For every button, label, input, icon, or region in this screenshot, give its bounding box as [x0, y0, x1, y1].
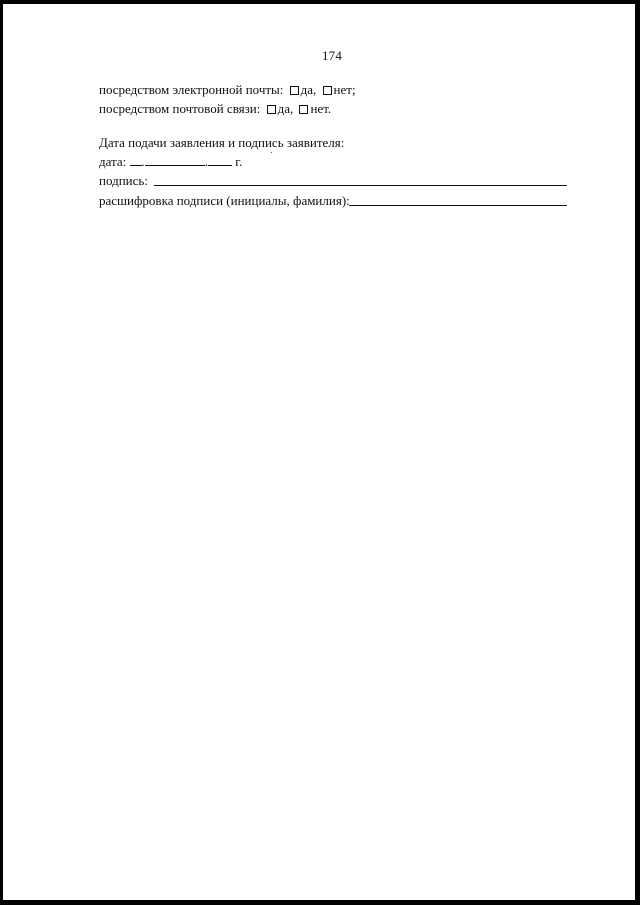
post-yes-label: да, — [277, 101, 294, 116]
email-notification-row — [99, 82, 356, 98]
year-suffix: г. — [235, 154, 243, 169]
signature-heading: Дата подачи заявления и подпись заявителя: — [99, 135, 345, 150]
post-notification-label: посредством почтовой связи: — [99, 101, 261, 116]
signature-decoding-row — [99, 193, 350, 209]
post-no-checkbox[interactable] — [299, 105, 308, 114]
post-yes-checkbox[interactable] — [267, 105, 276, 114]
date-month-field[interactable] — [145, 154, 205, 166]
email-no-checkbox[interactable] — [323, 86, 332, 95]
date-separator-2: . — [204, 154, 209, 169]
page-number: 174 — [321, 48, 343, 63]
signature-row — [99, 173, 148, 189]
signature-decoding-label: расшифровка подписи (инициалы, фамилия): — [99, 193, 350, 208]
email-yes-checkbox[interactable] — [290, 86, 299, 95]
date-day-field[interactable] — [130, 154, 142, 166]
date-label: дата: — [99, 154, 127, 169]
email-notification-label: посредством электронной почты: — [99, 82, 284, 97]
scan-speck — [271, 152, 272, 153]
date-year-field[interactable] — [208, 154, 232, 166]
date-row — [99, 154, 242, 170]
signature-field[interactable] — [154, 185, 567, 186]
signature-decoding-field[interactable] — [349, 205, 567, 206]
email-yes-label: да, — [300, 82, 317, 97]
post-notification-row — [99, 101, 331, 117]
post-no-label: нет. — [310, 101, 332, 116]
email-no-label: нет; — [333, 82, 356, 97]
date-separator-1: . — [141, 154, 145, 169]
signature-label: подпись: — [99, 173, 148, 188]
